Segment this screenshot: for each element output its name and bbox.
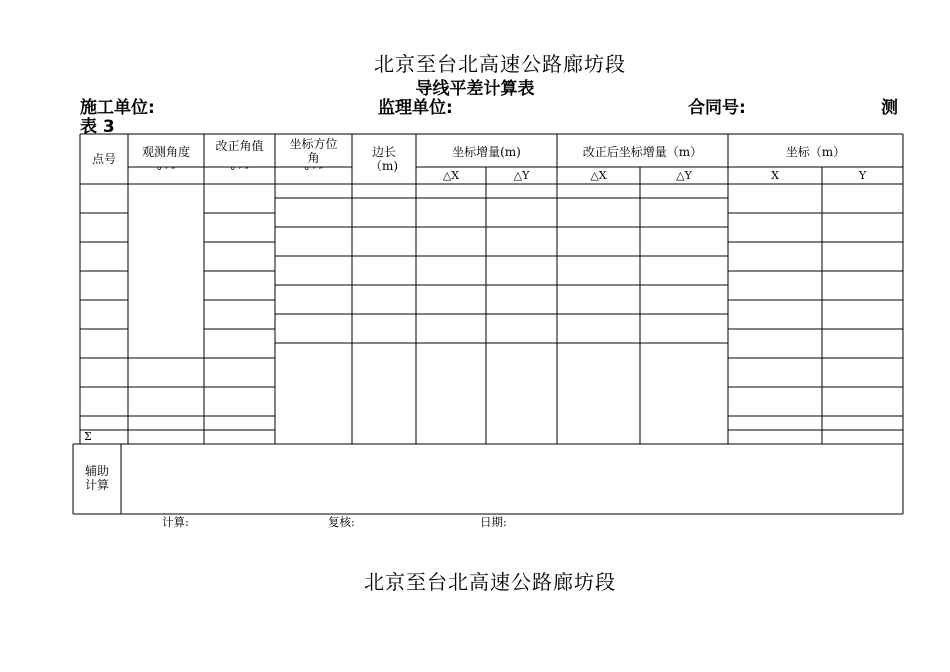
footer-review-label: 复核:	[328, 515, 355, 529]
col-coord-increment: 坐标增量(m)	[452, 145, 521, 159]
table-no-label-part1: 测	[881, 98, 898, 118]
auxiliary-label-line2: 计算	[84, 478, 109, 492]
col-point-no: 点号	[91, 152, 116, 166]
supervision-unit-label: 监理单位:	[378, 98, 453, 118]
auxiliary-label-line1: 辅助	[84, 464, 109, 478]
unit-corrected-dy: △Y	[676, 169, 692, 182]
construction-unit-label: 施工单位:	[80, 98, 155, 118]
col-azimuth-line1: 坐标方位	[289, 137, 338, 151]
col-corrected-increment: 改正后坐标增量（m）	[582, 145, 703, 159]
repeat-title: 北京至台北高速公路廊坊段	[364, 570, 616, 594]
col-side-length-line2: （m)	[369, 159, 399, 173]
footer-date-label: 日期:	[480, 515, 507, 529]
col-corrected-angle: 改正角值	[215, 139, 264, 153]
unit-observed-dms: ° ′ ″	[156, 165, 176, 178]
col-observed-angle: 观测角度	[141, 145, 190, 159]
unit-coord-x: X	[771, 169, 779, 182]
unit-coord-y: Y	[858, 169, 867, 182]
document-subtitle: 导线平差计算表	[415, 79, 535, 99]
unit-corrected-dms: ° ′ ″	[229, 165, 250, 178]
footer-calc-label: 计算:	[162, 515, 189, 529]
document-title: 北京至台北高速公路廊坊段	[374, 52, 626, 76]
sum-label: Σ	[84, 430, 92, 443]
col-side-length-line1: 边长	[371, 145, 396, 159]
unit-azimuth-dms: ° ′ ″	[303, 165, 324, 178]
contract-no-label: 合同号:	[688, 98, 746, 118]
table-no-label-part2: 表 3	[80, 117, 115, 137]
col-azimuth-line2: 角	[307, 151, 320, 165]
unit-corrected-dx: △X	[590, 169, 607, 182]
unit-increment-dy: △Y	[513, 169, 530, 182]
col-coordinates: 坐标（m）	[785, 145, 846, 159]
unit-increment-dx: △X	[442, 169, 460, 182]
